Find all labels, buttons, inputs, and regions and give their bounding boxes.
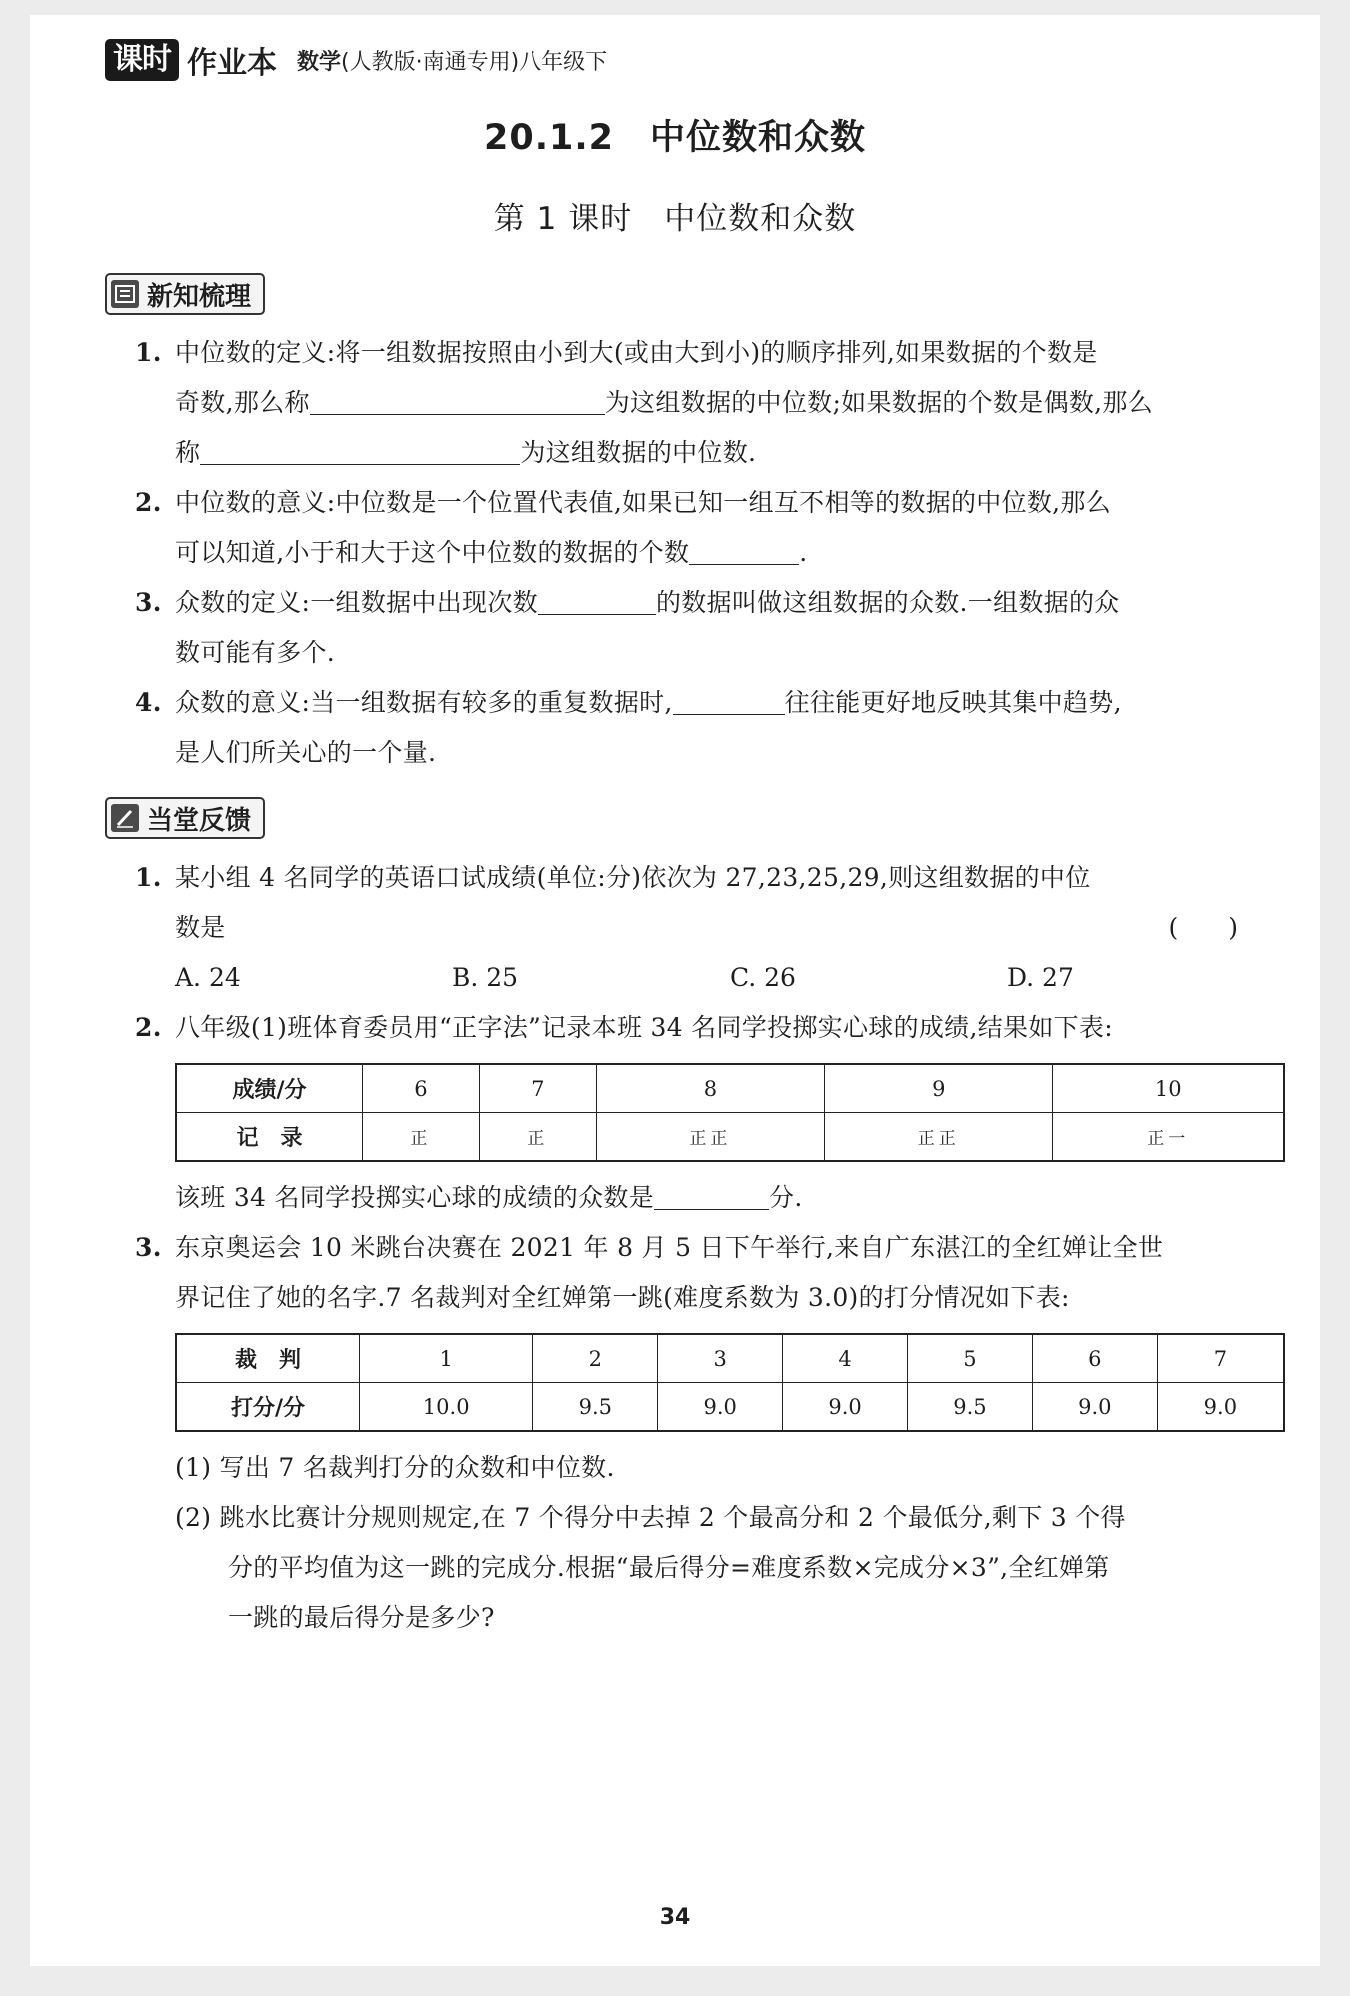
book-icon — [111, 280, 139, 308]
pencil-icon — [111, 804, 139, 832]
item-text: 称 — [175, 438, 201, 467]
item-text: 众数的定义:一组数据中出现次数 — [175, 588, 538, 617]
section-badge-feedback — [105, 797, 265, 839]
q1-line-1 — [135, 853, 1091, 903]
logo-box: 课时 — [105, 39, 179, 81]
tally-table — [175, 1063, 1285, 1162]
logo-text: 作业本 — [187, 46, 277, 81]
question-text: 东京奥运会 10 米跳台决赛在 2021 年 8 月 5 日下午举行,来自广东湛江的全红婵让全世 — [175, 1233, 1164, 1262]
question-number: 1. — [135, 863, 162, 892]
page-header — [105, 35, 607, 85]
table-header-cell: 成绩/分 — [176, 1064, 363, 1113]
question-number: 3. — [135, 1233, 162, 1262]
item-number: 3. — [135, 588, 162, 617]
table-cell: 7 — [479, 1064, 596, 1113]
question-number: 2. — [135, 1013, 162, 1042]
table-cell: 9.5 — [533, 1383, 658, 1432]
q1-line-2 — [175, 903, 226, 953]
q2-answer-line — [175, 1173, 803, 1223]
q3-sub-1: (1) 写出 7 名裁判打分的众数和中位数. — [175, 1453, 615, 1482]
question-text: 八年级(1)班体育委员用“正字法”记录本班 34 名同学投掷实心球的成绩,结果如下表: — [175, 1013, 1113, 1042]
scores-table — [175, 1333, 1285, 1432]
table-cell: 10 — [1053, 1064, 1284, 1113]
table-cell: 10.0 — [360, 1383, 533, 1432]
item-3-line-1 — [135, 578, 1120, 628]
fill-blank[interactable] — [673, 686, 785, 715]
table-row — [176, 1064, 1284, 1113]
tally-cell: 正 — [479, 1113, 596, 1162]
table-cell: 9.0 — [783, 1383, 908, 1432]
table-header-cell: 裁 判 — [176, 1334, 360, 1383]
subject-line — [297, 45, 607, 76]
tally-cell: 正 — [363, 1113, 480, 1162]
section-badge-label: 当堂反馈 — [147, 805, 252, 836]
answer-paren[interactable]: ( ) — [1168, 913, 1238, 942]
item-number: 1. — [135, 338, 162, 367]
question-text: 分. — [769, 1183, 803, 1212]
item-text: 数可能有多个. — [175, 638, 336, 667]
table-cell: 9.0 — [1157, 1383, 1284, 1432]
section-badge-label: 新知梳理 — [147, 281, 252, 312]
item-number: 4. — [135, 688, 162, 717]
table-row — [176, 1334, 1284, 1383]
table-header-cell: 打分/分 — [176, 1383, 360, 1432]
table-cell: 2 — [533, 1334, 658, 1383]
item-2-line-2 — [175, 528, 808, 578]
fill-blank[interactable] — [654, 1181, 769, 1210]
table-row — [176, 1383, 1284, 1432]
table-cell: 3 — [658, 1334, 783, 1383]
table-cell: 9.5 — [908, 1383, 1033, 1432]
table-cell: 9.0 — [658, 1383, 783, 1432]
tally-cell: 正正 — [596, 1113, 824, 1162]
tally-cell: 正正 — [825, 1113, 1053, 1162]
item-1-line-1 — [135, 328, 1098, 378]
q3-sub-2-line-2: 分的平均值为这一跳的完成分.根据“最后得分=难度系数×完成分×3”,全红婵第 — [228, 1553, 1110, 1582]
fill-blank[interactable] — [538, 586, 656, 615]
q3-sub-2-line-1: (2) 跳水比赛计分规则规定,在 7 个得分中去掉 2 个最高分和 2 个最低分,剩下 3 个得 — [175, 1503, 1126, 1532]
item-text: 往往能更好地反映其集中趋势, — [784, 688, 1122, 717]
option-c[interactable]: C. 26 — [730, 963, 796, 992]
table-cell: 8 — [596, 1064, 824, 1113]
fill-blank[interactable] — [689, 536, 799, 565]
table-header-cell: 记 录 — [176, 1113, 363, 1162]
question-text: 界记住了她的名字.7 名裁判对全红婵第一跳(难度系数为 3.0)的打分情况如下表: — [175, 1283, 1070, 1312]
subject-bold: 数学 — [297, 49, 342, 75]
question-text: 该班 34 名同学投掷实心球的成绩的众数是 — [175, 1183, 655, 1212]
table-cell: 6 — [363, 1064, 480, 1113]
table-cell: 9 — [825, 1064, 1053, 1113]
item-text: 是人们所关心的一个量. — [175, 738, 437, 767]
item-text: 奇数,那么称 — [175, 388, 310, 417]
item-1-line-3 — [175, 428, 756, 478]
table-cell: 1 — [360, 1334, 533, 1383]
item-text: 中位数的意义:中位数是一个位置代表值,如果已知一组互不相等的数据的中位数,那么 — [175, 488, 1112, 517]
q3-line-1 — [135, 1223, 1163, 1273]
table-cell: 5 — [908, 1334, 1033, 1383]
item-number: 2. — [135, 488, 162, 517]
item-3-line-2 — [175, 628, 335, 678]
item-text: . — [799, 538, 808, 567]
option-a[interactable]: A. 24 — [175, 963, 241, 992]
item-text: 中位数的定义:将一组数据按照由小到大(或由大到小)的顺序排列,如果数据的个数是 — [175, 338, 1098, 367]
fill-blank[interactable] — [200, 436, 520, 465]
option-d[interactable]: D. 27 — [1007, 963, 1074, 992]
workbook-page — [30, 15, 1320, 1966]
question-text: 某小组 4 名同学的英语口试成绩(单位:分)依次为 27,23,25,29,则这组数据的中位 — [175, 863, 1091, 892]
tally-cell: 正一 — [1053, 1113, 1284, 1162]
subject-rest: (人教版·南通专用)八年级下 — [341, 49, 608, 75]
table-cell: 7 — [1157, 1334, 1284, 1383]
table-row — [176, 1113, 1284, 1162]
section-badge-new-knowledge — [105, 273, 265, 315]
item-text: 的数据叫做这组数据的众数.一组数据的众 — [655, 588, 1120, 617]
q2-line-1 — [135, 1003, 1113, 1053]
q3-line-2 — [175, 1273, 1070, 1323]
item-1-line-2 — [175, 378, 1153, 428]
table-cell: 6 — [1032, 1334, 1157, 1383]
option-b[interactable]: B. 25 — [452, 963, 519, 992]
table-cell: 4 — [783, 1334, 908, 1383]
item-text: 可以知道,小于和大于这个中位数的数据的个数 — [175, 538, 690, 567]
item-text: 众数的意义:当一组数据有较多的重复数据时, — [175, 688, 673, 717]
item-text: 为这组数据的中位数;如果数据的个数是偶数,那么 — [604, 388, 1154, 417]
section-title: 20.1.2 中位数和众数 — [483, 118, 866, 158]
fill-blank[interactable] — [310, 386, 605, 415]
item-2-line-1 — [135, 478, 1111, 528]
q3-sub-2-line-3: 一跳的最后得分是多少? — [228, 1603, 495, 1632]
question-text: 数是 — [175, 913, 226, 942]
page-number: 34 — [659, 1905, 691, 1930]
table-cell: 9.0 — [1032, 1383, 1157, 1432]
item-4-line-1 — [135, 678, 1122, 728]
lesson-title: 第 1 课时 中位数和众数 — [493, 201, 857, 237]
item-text: 为这组数据的中位数. — [520, 438, 757, 467]
item-4-line-2 — [175, 728, 436, 778]
